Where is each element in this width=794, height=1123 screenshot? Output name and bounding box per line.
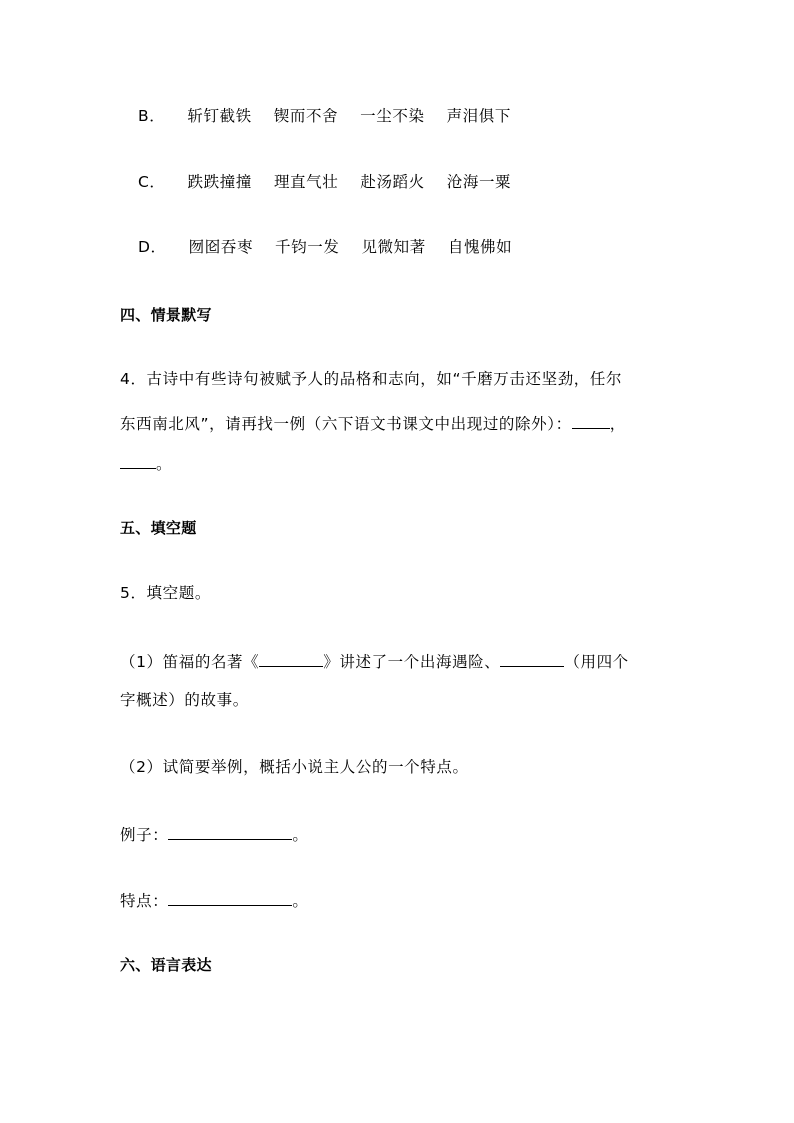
question-5-sub-1: （1）笛福的名著《 》讲述了一个出海遇险、 （用四个: [120, 650, 629, 672]
question-5-sub-1-line-2: 字概述）的故事。: [120, 691, 249, 709]
example-line: 例子： 。: [120, 823, 308, 845]
option-word: 赴汤蹈火: [360, 173, 425, 191]
question-5: 5．填空题。: [120, 584, 211, 602]
option-letter: C．: [138, 173, 166, 191]
option-letter: D．: [138, 238, 167, 256]
example-blank[interactable]: [168, 823, 292, 840]
trait-line: 特点： 。: [120, 889, 308, 911]
section-heading-5: 五、填空题: [120, 519, 197, 537]
section-heading-4: 四、情景默写: [120, 306, 212, 324]
section-heading-6: 六、语言表达: [120, 956, 212, 974]
question-4-line-1: 4．古诗中有些诗句被赋予人的品格和志向，如“千磨万击还坚劲，任尔: [120, 370, 623, 388]
question-4-line-2: 东西南北风”，请再找一例（六下语文书课文中出现过的除外）： ，: [120, 412, 626, 434]
trait-blank[interactable]: [168, 889, 292, 906]
question-4-text: 东西南北风”，请再找一例（六下语文书课文中出现过的除外）：: [120, 415, 572, 433]
option-letter: B．: [138, 107, 166, 125]
answer-blank[interactable]: [120, 452, 156, 469]
answer-blank[interactable]: [572, 412, 610, 429]
option-word: 一尘不染: [360, 107, 425, 125]
option-word: 锲而不舍: [273, 107, 339, 125]
option-word: 见微知著: [361, 238, 426, 256]
question-4-line-3: 。: [120, 452, 172, 474]
summary-blank[interactable]: [500, 650, 564, 667]
book-title-blank[interactable]: [259, 650, 323, 667]
option-word: 千钧一发: [275, 238, 340, 256]
option-word: 理直气壮: [273, 173, 339, 191]
option-b: [138, 106, 511, 126]
option-word: 声泪俱下: [446, 107, 511, 125]
option-d: [138, 237, 512, 257]
option-c: [138, 172, 511, 192]
example-label: 例子：: [120, 826, 169, 844]
option-word: 斩钉截铁: [187, 107, 252, 125]
option-word: 囫囵吞枣: [188, 238, 254, 256]
question-5-sub-2: （2）试简要举例，概括小说主人公的一个特点。: [120, 758, 469, 776]
option-word: 沧海一粟: [446, 173, 512, 191]
option-word: 跌跌撞撞: [187, 173, 252, 191]
option-word: 自愧佛如: [447, 238, 513, 256]
trait-label: 特点：: [120, 892, 169, 910]
